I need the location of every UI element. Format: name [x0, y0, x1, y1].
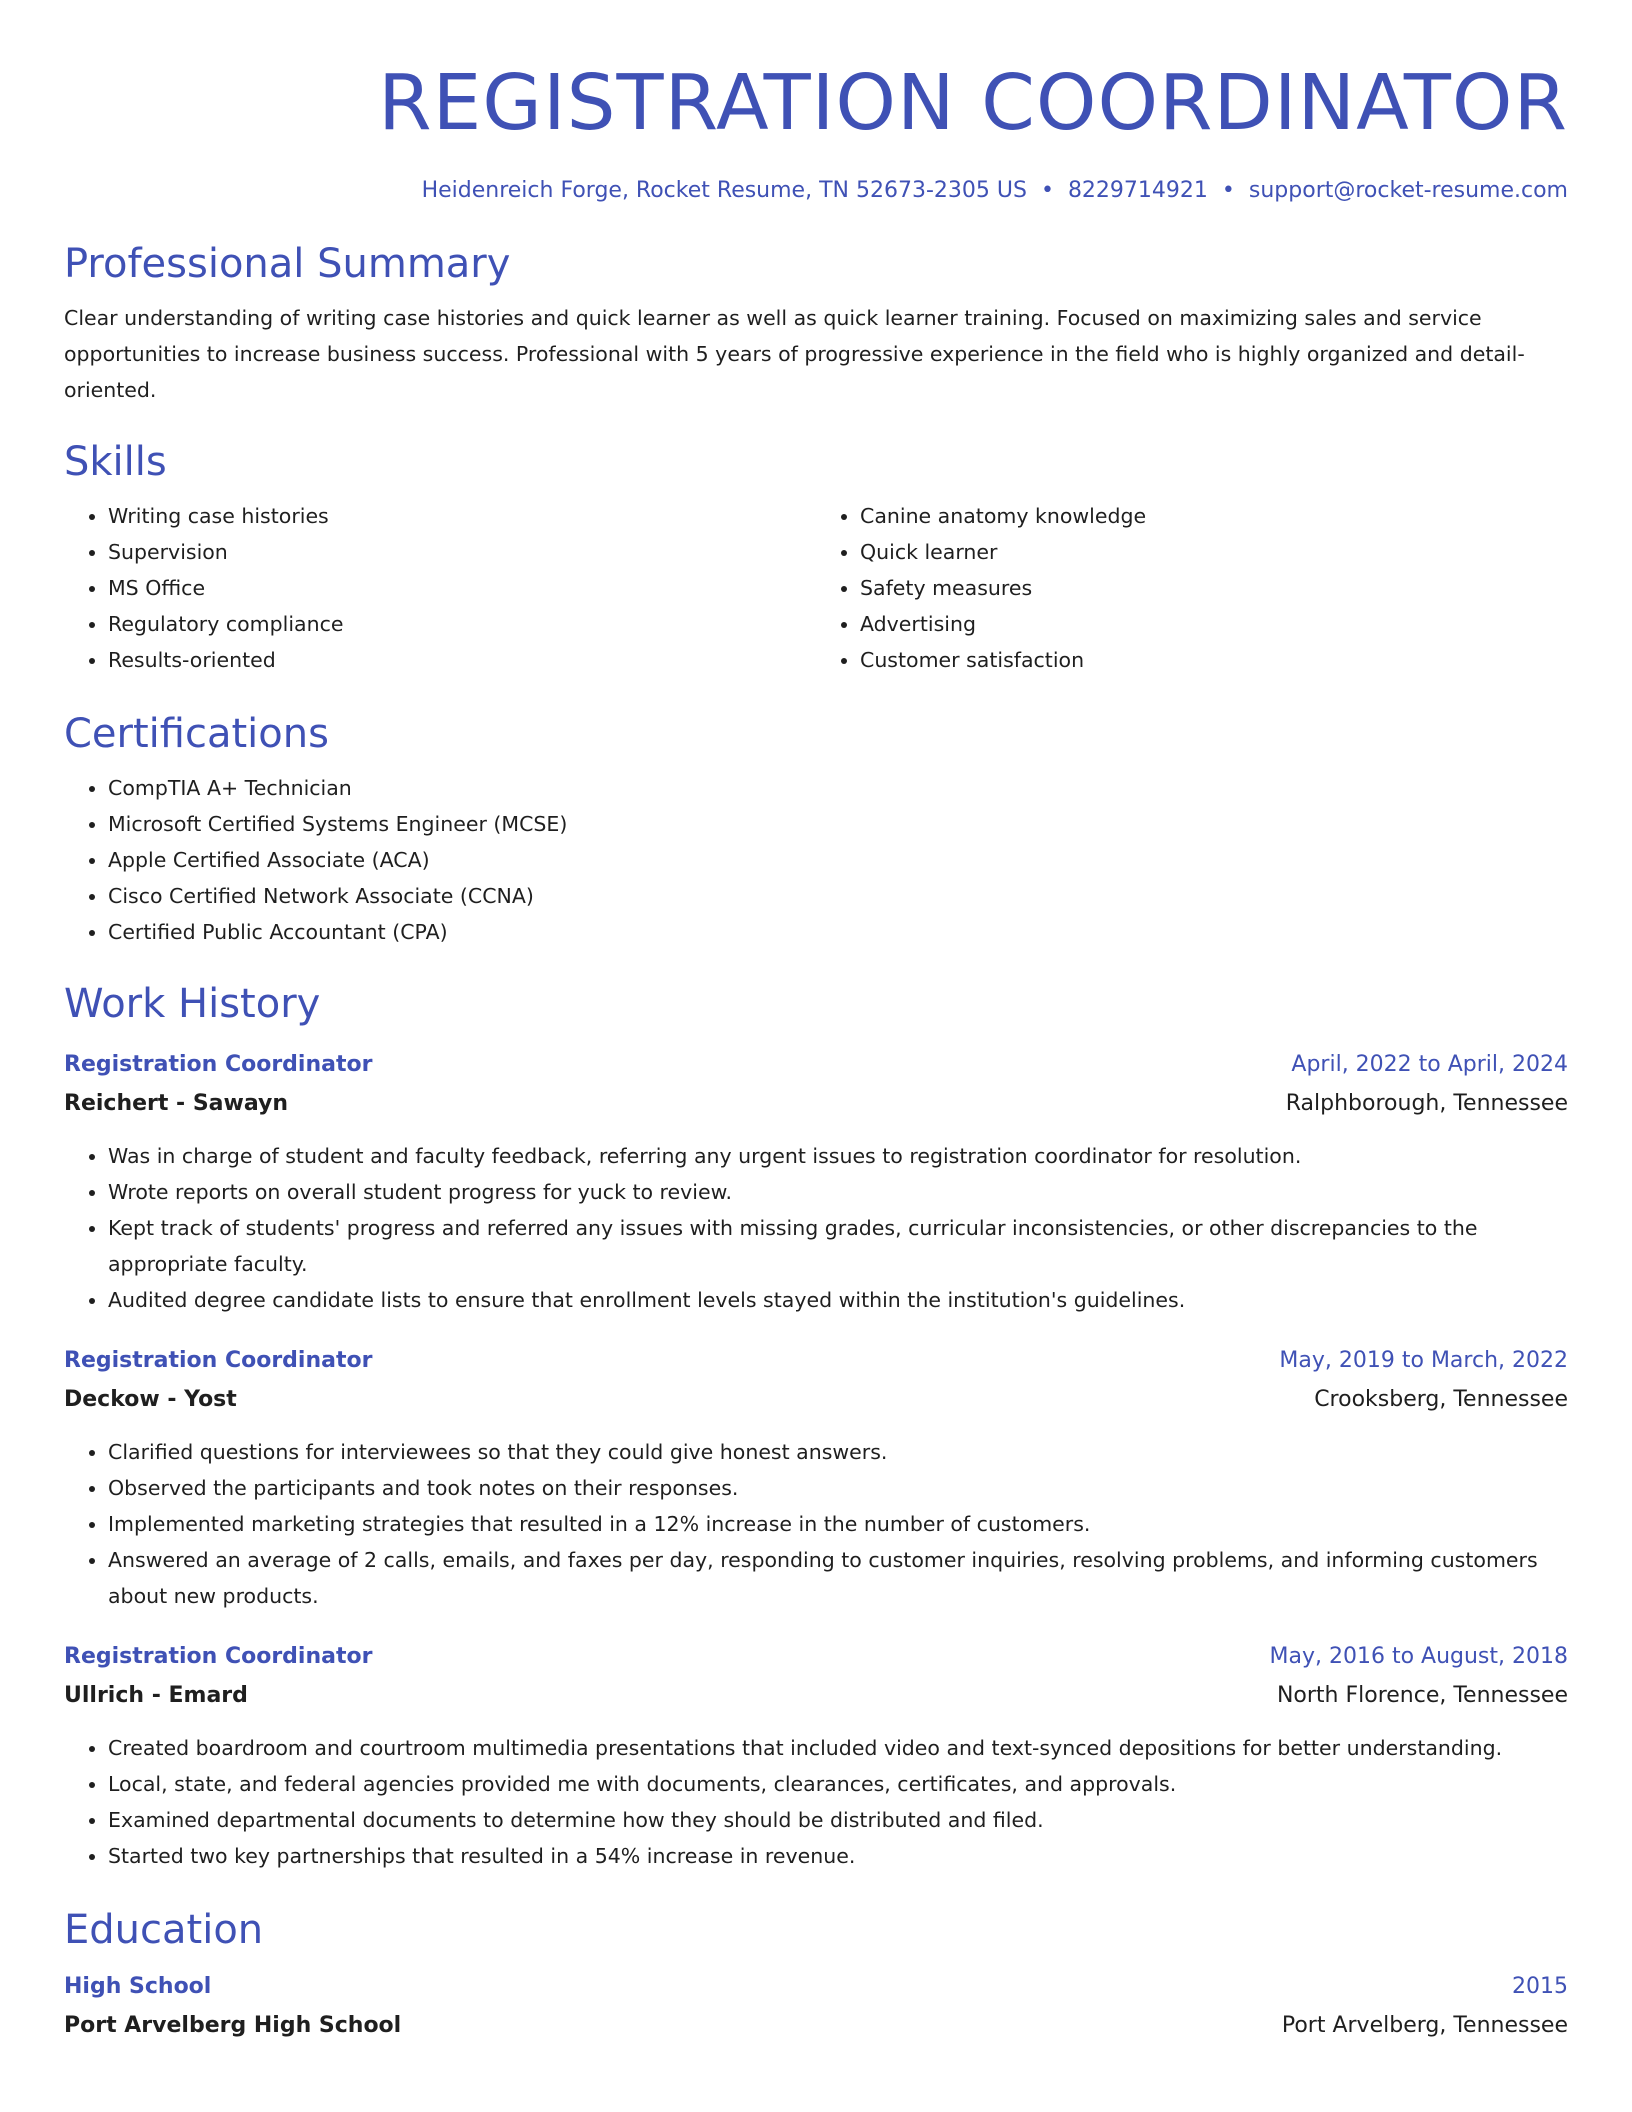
- education-degree-row: [64, 1968, 1568, 2006]
- job-employer-row: [64, 1380, 1568, 1420]
- job-employer-row: [64, 1084, 1568, 1124]
- job-title-row: [64, 1046, 1568, 1084]
- skill-item: • Results-oriented: [108, 642, 816, 678]
- job-dates: May, 2016 to August, 2018: [1269, 1644, 1568, 1669]
- job-location: Ralphborough, Tennessee: [1285, 1091, 1568, 1116]
- job-location: North Florence, Tennessee: [1276, 1683, 1568, 1708]
- certifications-list: [64, 770, 1568, 950]
- job-employer: Deckow - Yost: [64, 1387, 237, 1412]
- job-bullet: • Local, state, and federal agencies provided me with documents, clearances, certificates, and approvals.: [108, 1766, 1568, 1802]
- skills-heading: Skills: [64, 439, 167, 485]
- job-employer-row: [64, 1676, 1568, 1716]
- education-degree: High School: [64, 1974, 212, 1999]
- contact-separator: •: [1040, 178, 1054, 203]
- skill-item: • Quick learner: [860, 534, 1568, 570]
- certifications-heading: Certifications: [64, 711, 329, 757]
- job-location: Crooksberg, Tennessee: [1314, 1387, 1568, 1412]
- certification-item: • Apple Certified Associate (ACA): [108, 842, 1568, 878]
- summary-text: Clear understanding of writing case histories and quick learner as well as quick learner training. Focused on maximizing sales and service opportunities to increase business success. Professional with 5 years of progressive experience in the field who is highly organized and detail-oriented.: [64, 306, 1525, 402]
- skill-item: • Writing case histories: [108, 498, 816, 534]
- job-employer: Ullrich - Emard: [64, 1683, 248, 1708]
- certification-item: • CompTIA A+ Technician: [108, 770, 1568, 806]
- certification-item: • Microsoft Certified Systems Engineer (MCSE): [108, 806, 1568, 842]
- job-entry: [64, 1342, 1568, 1614]
- job-title-row: [64, 1342, 1568, 1380]
- education-school-row: [64, 2006, 1568, 2046]
- job-entry: [64, 1638, 1568, 1874]
- skill-item: • Safety measures: [860, 570, 1568, 606]
- job-title: Registration Coordinator: [64, 1644, 373, 1669]
- job-bullet: • Implemented marketing strategies that resulted in a 12% increase in the number of customers.: [108, 1506, 1568, 1542]
- summary-heading: Professional Summary: [64, 241, 511, 287]
- skills-list-left: [64, 498, 816, 678]
- certification-item: • Cisco Certified Network Associate (CCNA): [108, 878, 1568, 914]
- work-history-heading: Work History: [64, 981, 321, 1027]
- contact-phone: 8229714921: [1067, 178, 1208, 203]
- skill-item: • Advertising: [860, 606, 1568, 642]
- job-bullet: • Clarified questions for interviewees so that they could give honest answers.: [108, 1434, 1568, 1470]
- skills-list-right: [816, 498, 1568, 678]
- contact-email[interactable]: support@rocket-resume.com: [1248, 178, 1568, 203]
- job-bullet: • Examined departmental documents to determine how they should be distributed and filed.: [108, 1802, 1568, 1838]
- skills-column-left: [64, 498, 816, 678]
- job-dates: April, 2022 to April, 2024: [1291, 1052, 1568, 1077]
- education-year: 2015: [1512, 1974, 1568, 1999]
- skill-item: • Canine anatomy knowledge: [860, 498, 1568, 534]
- job-title: Registration Coordinator: [64, 1348, 373, 1373]
- job-bullet: • Observed the participants and took notes on their responses.: [108, 1470, 1568, 1506]
- skill-item: • MS Office: [108, 570, 816, 606]
- contact-address: Heidenreich Forge, Rocket Resume, TN 52673-2305 US: [421, 178, 1027, 203]
- job-bullet: • Answered an average of 2 calls, emails, and faxes per day, responding to customer inquiries, resolving problems, and informing customers about new products.: [108, 1542, 1568, 1614]
- contact-separator: •: [1221, 178, 1235, 203]
- job-bullet: • Was in charge of student and faculty feedback, referring any urgent issues to registration coordinator for resolution.: [108, 1138, 1568, 1174]
- job-bullets: [64, 1730, 1568, 1874]
- skills-grid: [64, 498, 1568, 678]
- resume-name: REGISTRATION COORDINATOR: [378, 59, 1568, 148]
- skill-item: • Supervision: [108, 534, 816, 570]
- job-bullet: • Started two key partnerships that resulted in a 54% increase in revenue.: [108, 1838, 1568, 1874]
- job-title-row: [64, 1638, 1568, 1676]
- skill-item: • Customer satisfaction: [860, 642, 1568, 678]
- education-heading: Education: [64, 1907, 264, 1953]
- skill-item: • Regulatory compliance: [108, 606, 816, 642]
- education-school: Port Arvelberg High School: [64, 2013, 402, 2038]
- job-entry: [64, 1046, 1568, 1318]
- certification-item: • Certified Public Accountant (CPA): [108, 914, 1568, 950]
- education-entry: [64, 1968, 1568, 2046]
- contact-line: [64, 176, 1568, 206]
- job-bullets: [64, 1138, 1568, 1318]
- job-bullet: • Wrote reports on overall student progress for yuck to review.: [108, 1174, 1568, 1210]
- skills-column-right: [816, 498, 1568, 678]
- job-bullet: • Created boardroom and courtroom multimedia presentations that included video and text-synced depositions for better understanding.: [108, 1730, 1568, 1766]
- job-title: Registration Coordinator: [64, 1052, 373, 1077]
- job-dates: May, 2019 to March, 2022: [1279, 1348, 1568, 1373]
- education-location: Port Arvelberg, Tennessee: [1281, 2013, 1568, 2038]
- job-employer: Reichert - Sawayn: [64, 1091, 289, 1116]
- job-bullet: • Audited degree candidate lists to ensure that enrollment levels stayed within the institution's guidelines.: [108, 1282, 1568, 1318]
- job-bullets: [64, 1434, 1568, 1614]
- resume-header: [64, 58, 1568, 206]
- job-bullet: • Kept track of students' progress and referred any issues with missing grades, curricular inconsistencies, or other discrepancies to the appropriate faculty.: [108, 1210, 1568, 1282]
